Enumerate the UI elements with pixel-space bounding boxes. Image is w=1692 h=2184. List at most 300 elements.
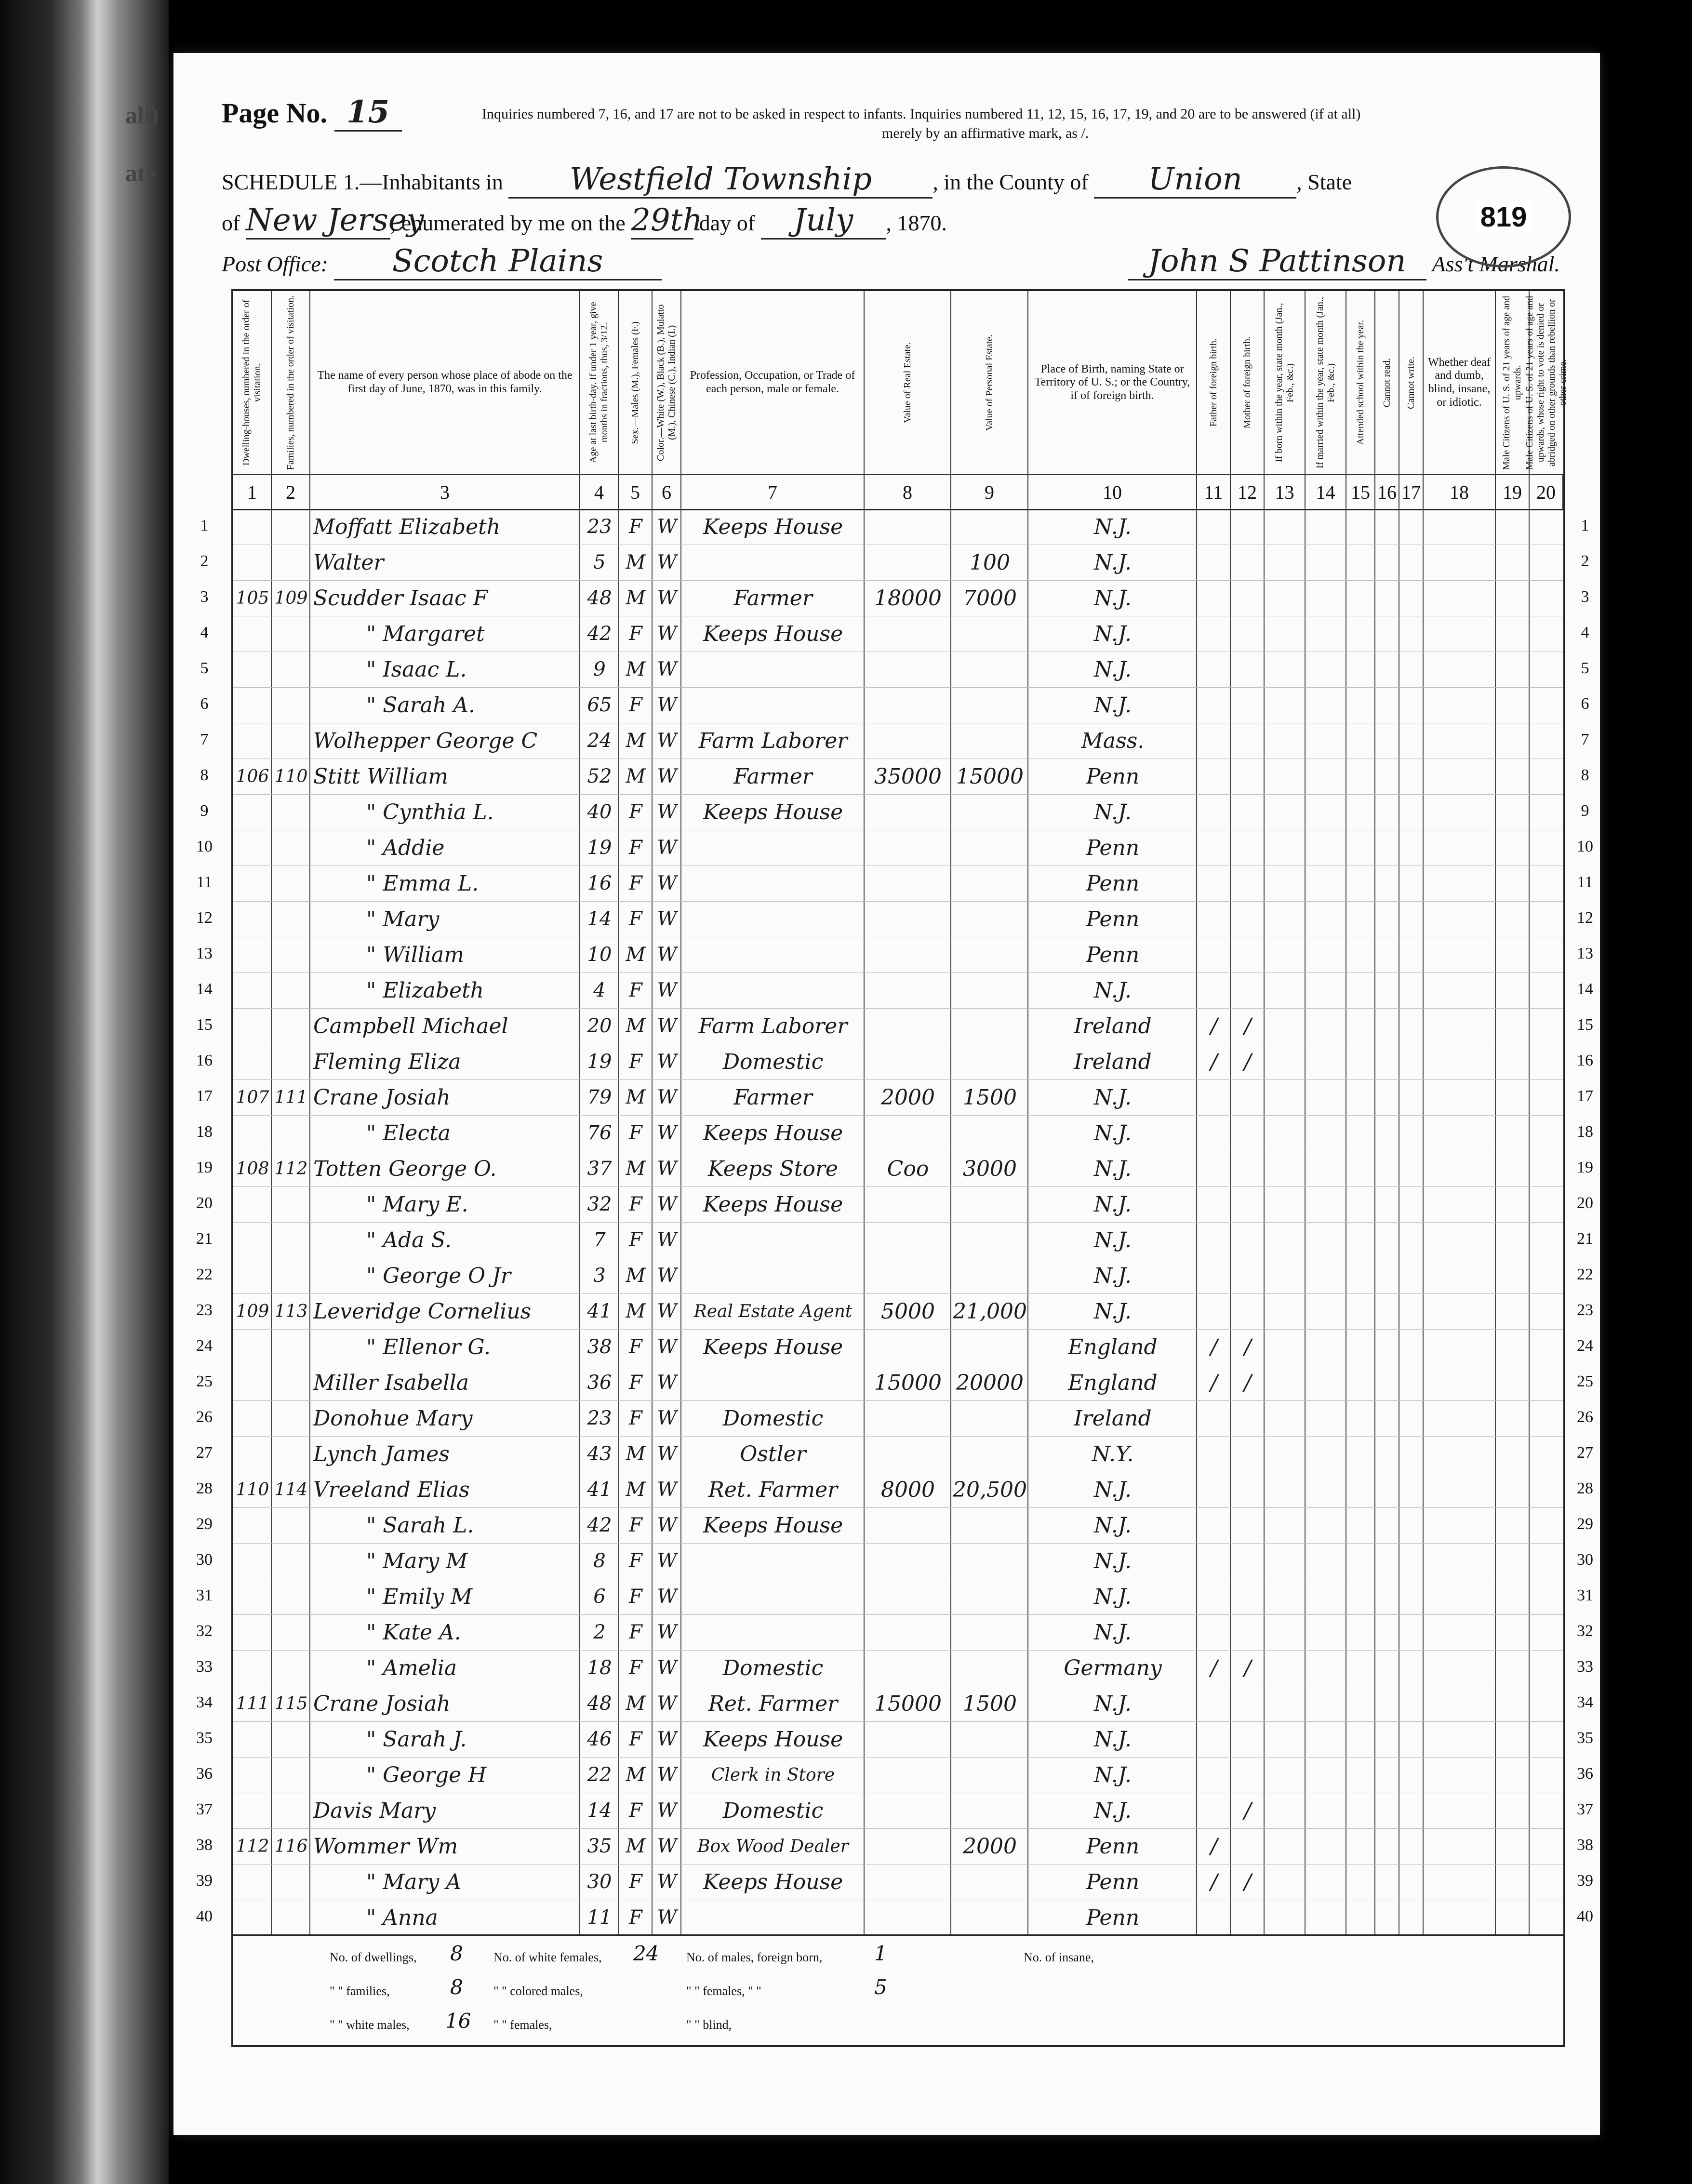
census-table: [196, 289, 1593, 2047]
line-number: 33: [196, 1658, 213, 1676]
post-office-line: Post Office: Scotch Plains: [222, 243, 662, 280]
column-header: Male Citizens of U. S. of 21 years of age and upwards, whose right to vote is denied or abridged on other grounds than rebellion or other crime.: [1524, 295, 1568, 470]
sex: M: [626, 1265, 646, 1287]
age: 18: [587, 1657, 612, 1679]
column-header: If married within the year, state month (Jan., Feb., &c.): [1306, 291, 1346, 474]
line-number-right: 17: [1577, 1087, 1593, 1105]
column-number: 19: [1496, 475, 1530, 509]
line-number-right: 8: [1581, 766, 1589, 784]
person-name: " Isaac L.: [366, 657, 467, 682]
line-number: 24: [196, 1337, 213, 1355]
person-name: " George H: [366, 1762, 487, 1787]
sex: M: [626, 1692, 646, 1715]
birthplace: N.J.: [1094, 1085, 1132, 1110]
column-number: 2: [272, 475, 310, 509]
age: 5: [593, 551, 606, 573]
line-number: 26: [196, 1408, 213, 1426]
schedule-line: SCHEDULE 1.—Inhabitants in Westfield Township , in the County of Union , State: [222, 161, 1352, 199]
birthplace: N.Y.: [1092, 1441, 1134, 1466]
line-number: 21: [196, 1230, 213, 1248]
column-header: Families, numbered in the order of visitation.: [272, 291, 310, 474]
dwelling-number: 109: [236, 1301, 269, 1321]
dwelling-number: 105: [236, 588, 269, 608]
color: W: [657, 623, 677, 645]
line-number: 25: [196, 1372, 213, 1390]
birthplace: Penn: [1086, 942, 1140, 967]
females-foreign-count: 5: [874, 1975, 887, 1999]
real-estate-value: 2000: [881, 1085, 935, 1110]
age: 48: [587, 587, 612, 609]
person-name: Leveridge Cornelius: [313, 1299, 532, 1324]
color: W: [657, 1657, 677, 1679]
family-number: 111: [274, 1087, 308, 1107]
color: W: [657, 1478, 677, 1501]
person-name: Totten George O.: [313, 1156, 497, 1181]
color: W: [657, 1799, 677, 1822]
sex: F: [629, 1585, 642, 1608]
color: W: [657, 1229, 677, 1251]
column-number: 20: [1530, 475, 1563, 509]
birthplace: Penn: [1086, 764, 1140, 789]
personal-estate-value: 20,500: [953, 1477, 1027, 1502]
personal-estate-value: 1500: [963, 1691, 1017, 1716]
person-name: Lynch James: [313, 1441, 450, 1466]
birthplace: Penn: [1086, 906, 1140, 932]
sex: M: [626, 1764, 646, 1786]
line-number: 5: [200, 659, 209, 677]
color: W: [657, 658, 677, 680]
insane-label: No. of insane,: [1024, 1950, 1094, 1964]
birthplace: N.J.: [1094, 1192, 1132, 1217]
column-number: 10: [1028, 475, 1197, 509]
person-name: Moffatt Elizabeth: [313, 514, 501, 539]
line-number-right: 7: [1581, 731, 1589, 748]
line-number-right: 33: [1577, 1658, 1593, 1676]
color: W: [657, 765, 677, 787]
sex: F: [629, 837, 642, 859]
line-number: 34: [196, 1693, 213, 1711]
line-number-right: 28: [1577, 1479, 1593, 1497]
birthplace: Penn: [1086, 1834, 1140, 1859]
line-number: 19: [196, 1159, 213, 1176]
color: W: [657, 872, 677, 894]
person-name: Fleming Eliza: [313, 1049, 461, 1074]
birthplace: Mass.: [1081, 728, 1145, 753]
column-header: Value of Personal Estate.: [951, 291, 1028, 474]
age: 65: [587, 694, 612, 716]
mother-foreign: /: [1244, 1013, 1252, 1039]
color: W: [657, 1621, 677, 1643]
column-header: Male Citizens of U. S. of 21 years of age and upwards.: [1496, 291, 1530, 474]
color: W: [657, 1550, 677, 1572]
occupation: Real Estate Agent: [693, 1301, 853, 1321]
line-number: 37: [196, 1800, 213, 1818]
occupation: Domestic: [722, 1655, 824, 1680]
color: W: [657, 730, 677, 752]
color: W: [657, 1871, 677, 1893]
males-foreign-label: No. of males, foreign born,: [686, 1950, 823, 1964]
real-estate-value: 15000: [874, 1691, 942, 1716]
age: 35: [587, 1835, 612, 1857]
person-name: Stitt William: [313, 764, 448, 789]
person-name: " Amelia: [366, 1655, 457, 1680]
color: W: [657, 1051, 677, 1073]
birthplace: N.J.: [1094, 1548, 1132, 1573]
real-estate-value: 35000: [874, 764, 942, 789]
person-name: Miller Isabella: [313, 1370, 469, 1395]
sex: F: [629, 1514, 642, 1536]
color: W: [657, 1015, 677, 1037]
age: 40: [587, 801, 612, 823]
color: W: [657, 1372, 677, 1394]
line-number-right: 39: [1577, 1872, 1593, 1890]
dwelling-number: 107: [236, 1087, 269, 1107]
birthplace: N.J.: [1094, 1513, 1132, 1538]
mother-foreign: /: [1244, 1869, 1252, 1894]
occupation: Keeps House: [703, 1513, 843, 1538]
line-number-right: 9: [1581, 802, 1589, 820]
age: 8: [593, 1550, 606, 1572]
females-foreign-label: " " females, " ": [686, 1984, 761, 1998]
column-number-row: [233, 474, 1563, 510]
birthplace: N.J.: [1094, 1156, 1132, 1181]
line-number-right: 19: [1577, 1159, 1593, 1176]
sex: M: [626, 1300, 646, 1322]
person-name: " Mary M: [366, 1548, 468, 1573]
line-number-right: 40: [1577, 1907, 1593, 1925]
colored-males-label: " " colored males,: [493, 1984, 583, 1998]
person-name: Vreeland Elias: [313, 1477, 470, 1502]
column-rule: [652, 508, 653, 1934]
person-name: Walter: [313, 550, 384, 575]
line-number-right: 36: [1577, 1765, 1593, 1783]
line-number-right: 20: [1577, 1194, 1593, 1212]
occupation: Ret. Farmer: [708, 1477, 838, 1502]
column-rule: [1305, 508, 1306, 1934]
column-header: Cannot read.: [1375, 291, 1399, 474]
mother-foreign: /: [1244, 1655, 1252, 1680]
person-name: Wommer Wm: [313, 1834, 458, 1859]
sex: F: [629, 1657, 642, 1679]
family-number: 115: [274, 1693, 308, 1714]
color: W: [657, 944, 677, 966]
column-header: Color.—White (W.), Black (B.), Mulatto (M.), Chinese (C.), Indian (I.): [653, 291, 681, 474]
age: 24: [587, 730, 612, 752]
age: 20: [587, 1015, 612, 1037]
age: 43: [587, 1443, 612, 1465]
personal-estate-value: 1500: [963, 1085, 1017, 1110]
line-number: 15: [196, 1016, 213, 1034]
column-rule: [1027, 508, 1028, 1934]
page-number: 15: [334, 94, 402, 132]
birthplace: Penn: [1086, 1869, 1140, 1894]
line-number-right: 5: [1581, 659, 1589, 677]
occupation: Keeps Store: [708, 1156, 838, 1181]
color: W: [657, 551, 677, 573]
person-name: " Electa: [366, 1120, 451, 1145]
person-name: Davis Mary: [313, 1798, 436, 1823]
state-value: New Jersey: [246, 202, 390, 240]
mother-foreign: /: [1244, 1334, 1252, 1359]
dwelling-number: 106: [236, 766, 269, 786]
column-rule: [1230, 508, 1231, 1934]
line-number: 40: [196, 1907, 213, 1925]
column-header: Profession, Occupation, or Trade of each person, male or female.: [681, 291, 865, 474]
column-number: 12: [1231, 475, 1265, 509]
line-number: 28: [196, 1479, 213, 1497]
line-number: 39: [196, 1872, 213, 1890]
birthplace: N.J.: [1094, 1762, 1132, 1787]
line-number-right: 21: [1577, 1230, 1593, 1248]
person-name: " Elizabeth: [366, 978, 484, 1003]
person-name: " Mary: [366, 906, 440, 932]
line-number: 10: [196, 838, 213, 855]
line-number-right: 31: [1577, 1586, 1593, 1604]
sex: M: [626, 765, 646, 787]
line-number-right: 27: [1577, 1444, 1593, 1462]
column-header: Place of Birth, naming State or Territory of U. S.; or the Country, if of foreign birth.: [1028, 291, 1197, 474]
person-name: " Ada S.: [366, 1227, 452, 1252]
birthplace: Ireland: [1074, 1406, 1152, 1431]
line-number-right: 34: [1577, 1693, 1593, 1711]
white-females-label: No. of white females,: [493, 1950, 602, 1964]
personal-estate-value: 100: [970, 550, 1010, 575]
color: W: [657, 1300, 677, 1322]
birthplace: Ireland: [1074, 1013, 1152, 1039]
color: W: [657, 837, 677, 859]
post-office-value: Scotch Plains: [334, 243, 662, 280]
column-number: 17: [1399, 475, 1424, 509]
line-number-right: 3: [1581, 588, 1589, 606]
person-name: Crane Josiah: [313, 1691, 451, 1716]
sex: F: [629, 1728, 642, 1750]
age: 23: [587, 1407, 612, 1429]
age: 22: [587, 1764, 612, 1786]
column-header: Attended school within the year.: [1346, 291, 1375, 474]
spine-fragment: all): [125, 102, 159, 129]
real-estate-value: 15000: [874, 1370, 942, 1395]
sex: F: [629, 801, 642, 823]
column-rule: [1196, 508, 1197, 1934]
father-foreign: /: [1210, 1655, 1218, 1680]
families-count: 8: [450, 1975, 463, 1999]
real-estate-value: 18000: [874, 586, 942, 611]
age: 32: [587, 1193, 612, 1215]
sex: F: [629, 979, 642, 1001]
birthplace: N.J.: [1094, 1584, 1132, 1609]
line-number: 17: [196, 1087, 213, 1105]
column-number: 18: [1424, 475, 1496, 509]
birthplace: Penn: [1086, 1905, 1140, 1930]
line-number-right: 30: [1577, 1551, 1593, 1569]
column-number: 11: [1197, 475, 1231, 509]
line-number-right: 11: [1577, 873, 1593, 891]
color: W: [657, 1514, 677, 1536]
line-number-right: 23: [1577, 1301, 1593, 1319]
age: 16: [587, 872, 612, 894]
birthplace: Penn: [1086, 835, 1140, 860]
birthplace: N.J.: [1094, 1227, 1132, 1252]
sex: M: [626, 1835, 646, 1857]
person-name: Campbell Michael: [313, 1013, 508, 1039]
column-rule: [1529, 508, 1530, 1934]
color: W: [657, 1407, 677, 1429]
dwelling-number: 110: [236, 1479, 269, 1500]
occupation: Keeps House: [703, 1727, 843, 1752]
birthplace: N.J.: [1094, 1727, 1132, 1752]
column-rule: [950, 508, 951, 1934]
column-header: Mother of foreign birth.: [1231, 291, 1265, 474]
line-number-right: 25: [1577, 1372, 1593, 1390]
color: W: [657, 694, 677, 716]
line-number: 36: [196, 1765, 213, 1783]
age: 7: [593, 1229, 606, 1251]
real-estate-value: 5000: [881, 1299, 935, 1324]
age: 2: [593, 1621, 606, 1643]
dwellings-count: 8: [450, 1942, 463, 1965]
occupation: Farm Laborer: [698, 728, 848, 753]
occupation: Keeps House: [703, 621, 843, 646]
column-header: Value of Real Estate.: [865, 291, 951, 474]
age: 42: [587, 623, 612, 645]
age: 4: [593, 979, 606, 1001]
sex: F: [629, 1051, 642, 1073]
birthplace: England: [1068, 1334, 1158, 1359]
line-number: 27: [196, 1444, 213, 1462]
sex: F: [629, 1193, 642, 1215]
occupation: Ret. Farmer: [708, 1691, 838, 1716]
occupation: Ostler: [740, 1441, 806, 1466]
book-spine: [0, 0, 169, 2184]
birthplace: England: [1068, 1370, 1158, 1395]
color: W: [657, 801, 677, 823]
person-name: Donohue Mary: [313, 1406, 473, 1431]
column-number: 1: [233, 475, 272, 509]
occupation: Keeps House: [703, 799, 843, 825]
occupation: Domestic: [722, 1798, 824, 1823]
birthplace: N.J.: [1094, 692, 1132, 718]
person-name: " Addie: [366, 835, 445, 860]
birthplace: Ireland: [1074, 1049, 1152, 1074]
person-name: " William: [366, 942, 464, 967]
age: 30: [587, 1871, 612, 1893]
column-rule: [271, 508, 272, 1934]
color: W: [657, 1728, 677, 1750]
column-number: 7: [681, 475, 865, 509]
sex: M: [626, 944, 646, 966]
dwelling-number: 112: [236, 1836, 269, 1856]
month-value: July: [761, 202, 886, 240]
father-foreign: /: [1210, 1334, 1218, 1359]
occupation: Farmer: [733, 1085, 813, 1110]
age: 19: [587, 837, 612, 859]
line-number: 8: [200, 766, 209, 784]
inquiries-note-2: merely by an affirmative mark, as /.: [882, 125, 1089, 141]
line-number: 7: [200, 731, 209, 748]
males-foreign-count: 1: [874, 1942, 887, 1965]
person-name: " Margaret: [366, 621, 485, 646]
sex: F: [629, 1336, 642, 1358]
line-number: 9: [200, 802, 209, 820]
line-number-right: 37: [1577, 1800, 1593, 1818]
line-number-right: 12: [1577, 909, 1593, 927]
birthplace: N.J.: [1094, 1263, 1132, 1288]
sex: F: [629, 1799, 642, 1822]
line-number: 20: [196, 1194, 213, 1212]
sex: F: [629, 1407, 642, 1429]
personal-estate-value: 3000: [963, 1156, 1017, 1181]
age: 38: [587, 1336, 612, 1358]
line-number: 22: [196, 1265, 213, 1283]
sex: M: [626, 1478, 646, 1501]
sex: M: [626, 730, 646, 752]
occupation: Domestic: [722, 1406, 824, 1431]
sex: F: [629, 1122, 642, 1144]
sex: M: [626, 1443, 646, 1465]
family-number: 110: [274, 766, 308, 786]
birthplace: N.J.: [1094, 514, 1132, 539]
line-number-right: 4: [1581, 624, 1589, 641]
line-number: 35: [196, 1729, 213, 1747]
color: W: [657, 1692, 677, 1715]
birthplace: N.J.: [1094, 1620, 1132, 1645]
occupation: Farmer: [733, 764, 813, 789]
line-number: 4: [200, 624, 209, 641]
county-value: Union: [1094, 161, 1296, 199]
person-name: " Mary E.: [366, 1192, 468, 1217]
column-rule: [1374, 508, 1375, 1934]
sex: F: [629, 872, 642, 894]
column-header: Father of foreign birth.: [1197, 291, 1231, 474]
column-rule: [1264, 508, 1265, 1934]
line-number-right: 26: [1577, 1408, 1593, 1426]
marshal-line: John S Pattinson Ass't Marshal.: [1128, 243, 1560, 280]
occupation: Box Wood Dealer: [697, 1836, 849, 1856]
age: 9: [593, 658, 606, 680]
column-number: 14: [1306, 475, 1346, 509]
column-number: 6: [653, 475, 681, 509]
column-header: Cannot write.: [1399, 291, 1424, 474]
occupation: Keeps House: [703, 1120, 843, 1145]
column-number: 9: [951, 475, 1028, 509]
line-number: 23: [196, 1301, 213, 1319]
birthplace: Germany: [1064, 1655, 1162, 1680]
line-number-right: 35: [1577, 1729, 1593, 1747]
birthplace: N.J.: [1094, 657, 1132, 682]
line-number-right: 24: [1577, 1337, 1593, 1355]
age: 46: [587, 1728, 612, 1750]
personal-estate-value: 20000: [956, 1370, 1024, 1395]
column-header: The name of every person whose place of abode on the first day of June, 1870, was in this family.: [310, 291, 580, 474]
column-rule: [309, 508, 310, 1934]
birthplace: N.J.: [1094, 550, 1132, 575]
column-rule: [864, 508, 865, 1934]
line-number-right: 16: [1577, 1052, 1593, 1069]
column-number: 13: [1265, 475, 1306, 509]
line-number: 3: [200, 588, 209, 606]
person-name: Scudder Isaac F: [313, 586, 488, 611]
occupation: Domestic: [722, 1049, 824, 1074]
page-label: Page No. 15: [222, 94, 402, 132]
color: W: [657, 1764, 677, 1786]
occupation: Keeps House: [703, 1869, 843, 1894]
line-number-right: 13: [1577, 945, 1593, 962]
line-number: 14: [196, 980, 213, 998]
birthplace: N.J.: [1094, 1691, 1132, 1716]
person-name: " Ellenor G.: [366, 1334, 491, 1359]
birthplace: N.J.: [1094, 978, 1132, 1003]
father-foreign: /: [1210, 1370, 1218, 1395]
